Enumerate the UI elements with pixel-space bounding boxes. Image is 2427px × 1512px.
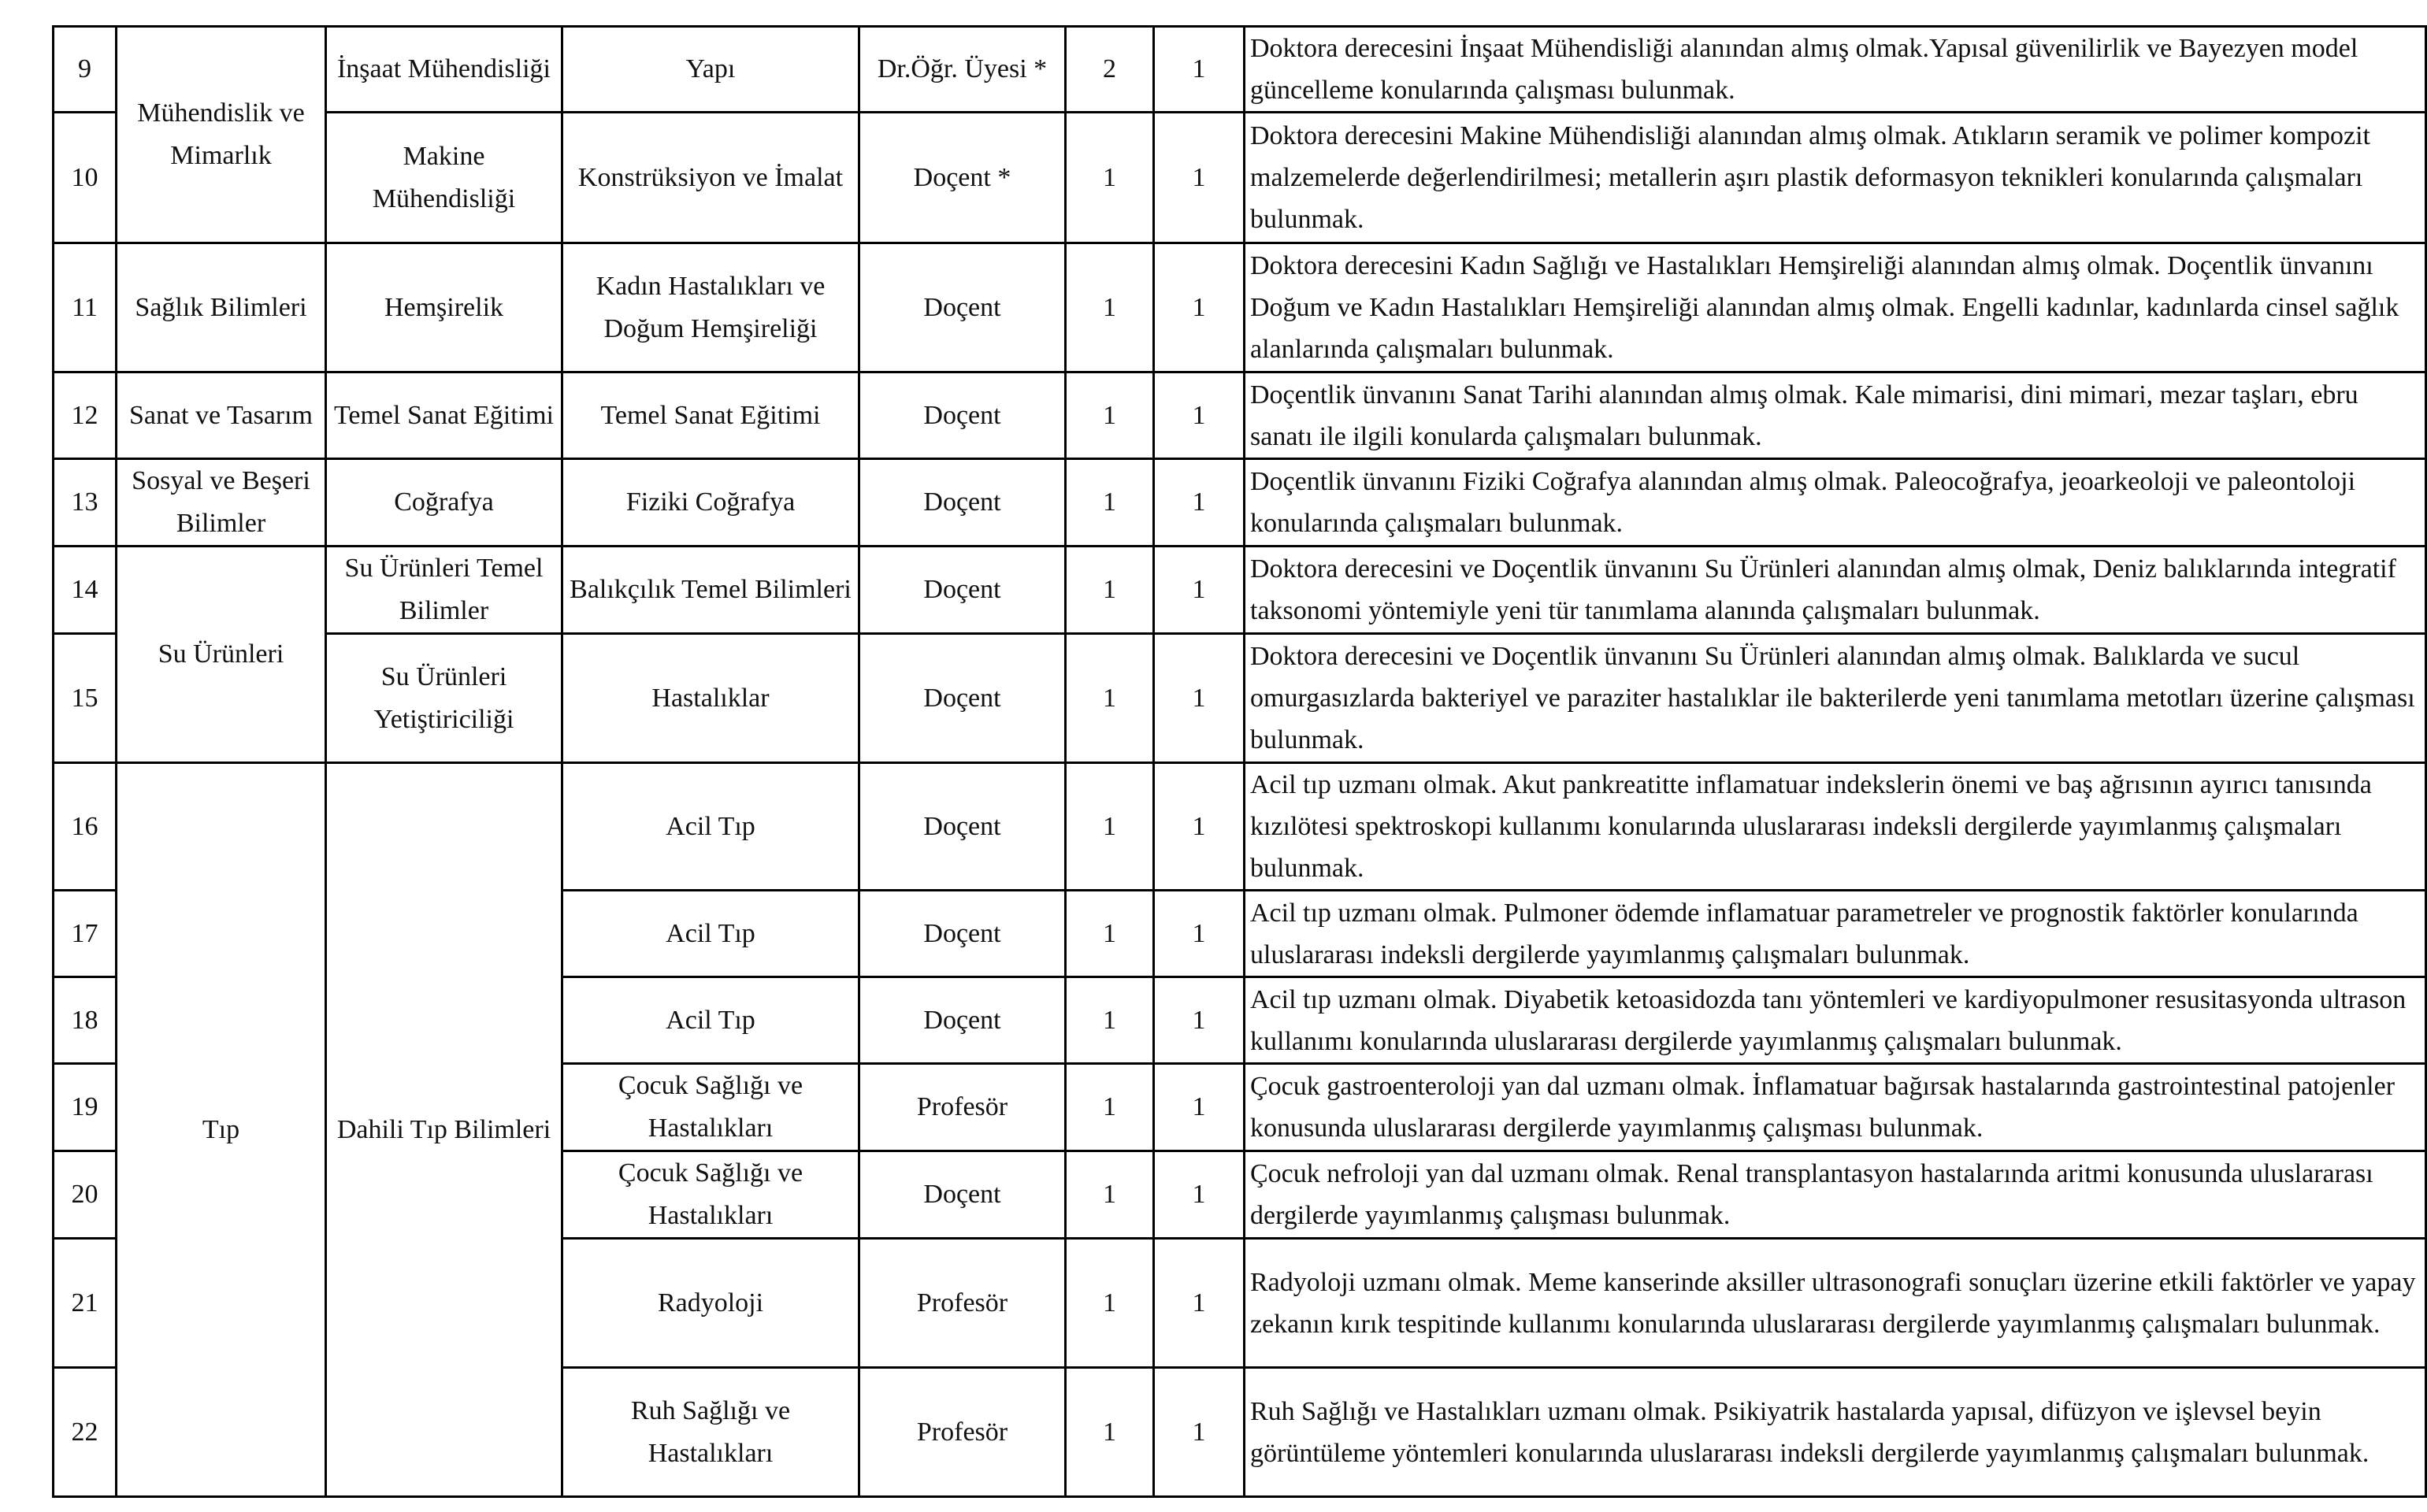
faculty-cell: Sosyal ve Beşeri Bilimler — [117, 459, 326, 547]
requirement-cell: Doktora derecesini Kadın Sağlığı ve Hastalıkları Hemşireliği alanından almış olmak. Doçentlik ünvanını Doğum ve Kadın Hastalıkları Hemşireliği alanından almış olmak. Engelli kadınlar, kadınlarda cinsel sağlık alanlarında çalışmaları bulunmak. — [1245, 243, 2426, 372]
faculty-cell: Sağlık Bilimleri — [117, 243, 326, 372]
program-cell: Hastalıklar — [562, 634, 859, 763]
program-cell: Fiziki Coğrafya — [562, 459, 859, 547]
row-number: 19 — [54, 1064, 117, 1151]
row-number: 9 — [54, 27, 117, 113]
count-cell: 1 — [1154, 1151, 1245, 1239]
program-cell: Balıkçılık Temel Bilimleri — [562, 547, 859, 634]
department-cell: Temel Sanat Eğitimi — [326, 372, 562, 459]
title-cell: Doçent — [859, 977, 1066, 1064]
row-number: 10 — [54, 113, 117, 243]
row-number: 21 — [54, 1239, 117, 1368]
requirement-cell: Acil tıp uzmanı olmak. Diyabetik ketoasidozda tanı yöntemleri ve kardiyopulmoner resusitasyonda ultrason kullanımı konularında uluslararası dergilerde yayımlanmış çalışmaları bulunmak. — [1245, 977, 2426, 1064]
requirement-cell: Doktora derecesini Makine Mühendisliği alanından almış olmak. Atıkların seramik ve polimer kompozit malzemelerde değerlendirilmesi; metallerin aşırı plastik deformasyon teknikleri konularında çalışmaları bulunmak. — [1245, 113, 2426, 243]
requirement-cell: Çocuk gastroenteroloji yan dal uzmanı olmak. İnflamatuar bağırsak hastalarında gastrointestinal patojenler konusunda uluslararası dergilerde yayımlanmış çalışması bulunmak. — [1245, 1064, 2426, 1151]
table-row — [54, 634, 2426, 763]
degree-count-cell: 1 — [1066, 763, 1154, 891]
row-number: 16 — [54, 763, 117, 891]
row-number: 12 — [54, 372, 117, 459]
program-cell: Ruh Sağlığı ve Hastalıkları — [562, 1368, 859, 1497]
requirement-cell: Doktora derecesini ve Doçentlik ünvanını Su Ürünleri alanından almış olmak. Balıklarda ve sucul omurgasızlarda bakteriyel ve paraziter hastalıklar ile bakterilerde yeni tanımlama metotları üzerine çalışması bulunmak. — [1245, 634, 2426, 763]
program-cell: Acil Tıp — [562, 891, 859, 977]
count-cell: 1 — [1154, 547, 1245, 634]
degree-count-cell: 1 — [1066, 459, 1154, 547]
degree-count-cell: 1 — [1066, 1151, 1154, 1239]
count-cell: 1 — [1154, 372, 1245, 459]
requirement-cell: Radyoloji uzmanı olmak. Meme kanserinde aksiller ultrasonografi sonuçları üzerine etkili faktörler ve yapay zekanın kırık tespitinde kullanımı konularında uluslararası dergilerde yayımlanmış çalışmaları bulunmak. — [1245, 1239, 2426, 1368]
requirement-cell: Doktora derecesini ve Doçentlik ünvanını Su Ürünleri alanından almış olmak, Deniz balıklarında integratif taksonomi yöntemiyle yeni tür tanımlama alanında çalışmaları bulunmak. — [1245, 547, 2426, 634]
department-cell: Su Ürünleri Yetiştiriciliği — [326, 634, 562, 763]
degree-count-cell: 1 — [1066, 634, 1154, 763]
faculty-cell: Sanat ve Tasarım — [117, 372, 326, 459]
program-cell: Yapı — [562, 27, 859, 113]
table-row — [54, 547, 2426, 634]
degree-count-cell: 1 — [1066, 113, 1154, 243]
count-cell: 1 — [1154, 977, 1245, 1064]
row-number: 15 — [54, 634, 117, 763]
program-cell: Kadın Hastalıkları ve Doğum Hemşireliği — [562, 243, 859, 372]
degree-count-cell: 1 — [1066, 977, 1154, 1064]
row-number: 18 — [54, 977, 117, 1064]
department-cell: Su Ürünleri Temel Bilimler — [326, 547, 562, 634]
title-cell: Doçent — [859, 243, 1066, 372]
row-number: 22 — [54, 1368, 117, 1497]
row-number: 20 — [54, 1151, 117, 1239]
degree-count-cell: 1 — [1066, 891, 1154, 977]
table-row — [54, 763, 2426, 891]
program-cell: Konstrüksiyon ve İmalat — [562, 113, 859, 243]
table-row — [54, 459, 2426, 547]
department-cell: İnşaat Mühendisliği — [326, 27, 562, 113]
row-number: 17 — [54, 891, 117, 977]
table-row — [54, 27, 2426, 113]
program-cell: Çocuk Sağlığı ve Hastalıkları — [562, 1064, 859, 1151]
degree-count-cell: 1 — [1066, 547, 1154, 634]
table-row — [54, 372, 2426, 459]
title-cell: Doçent — [859, 547, 1066, 634]
count-cell: 1 — [1154, 459, 1245, 547]
count-cell: 1 — [1154, 113, 1245, 243]
count-cell: 1 — [1154, 1239, 1245, 1368]
title-cell: Doçent — [859, 763, 1066, 891]
title-cell: Doçent — [859, 372, 1066, 459]
title-cell: Doçent — [859, 1151, 1066, 1239]
count-cell: 1 — [1154, 1064, 1245, 1151]
title-cell: Dr.Öğr. Üyesi * — [859, 27, 1066, 113]
program-cell: Radyoloji — [562, 1239, 859, 1368]
faculty-cell: Mühendislik ve Mimarlık — [117, 27, 326, 243]
faculty-cell: Su Ürünleri — [117, 547, 326, 763]
table-row — [54, 243, 2426, 372]
requirement-cell: Ruh Sağlığı ve Hastalıkları uzmanı olmak. Psikiyatrik hastalarda yapısal, difüzyon ve işlevsel beyin görüntüleme yöntemleri konularında uluslararası indeksli dergilerde yayımlanmış çalışmaları bulunmak. — [1245, 1368, 2426, 1497]
title-cell: Doçent — [859, 634, 1066, 763]
title-cell: Profesör — [859, 1239, 1066, 1368]
program-cell: Temel Sanat Eğitimi — [562, 372, 859, 459]
count-cell: 1 — [1154, 763, 1245, 891]
degree-count-cell: 2 — [1066, 27, 1154, 113]
count-cell: 1 — [1154, 27, 1245, 113]
department-cell: Makine Mühendisliği — [326, 113, 562, 243]
requirement-cell: Çocuk nefroloji yan dal uzmanı olmak. Renal transplantasyon hastalarında aritmi konusunda uluslararası dergilerde yayımlanmış çalışması bulunmak. — [1245, 1151, 2426, 1239]
requirement-cell: Acil tıp uzmanı olmak. Pulmoner ödemde inflamatuar parametreler ve prognostik faktörler konularında uluslararası indeksli dergilerde yayımlanmış çalışmaları bulunmak. — [1245, 891, 2426, 977]
degree-count-cell: 1 — [1066, 372, 1154, 459]
program-cell: Acil Tıp — [562, 977, 859, 1064]
title-cell: Doçent * — [859, 113, 1066, 243]
department-cell: Coğrafya — [326, 459, 562, 547]
title-cell: Profesör — [859, 1064, 1066, 1151]
title-cell: Profesör — [859, 1368, 1066, 1497]
requirement-cell: Doçentlik ünvanını Sanat Tarihi alanından almış olmak. Kale mimarisi, dini mimari, mezar taşları, ebru sanatı ile ilgili konularda çalışmaları bulunmak. — [1245, 372, 2426, 459]
degree-count-cell: 1 — [1066, 1368, 1154, 1497]
title-cell: Doçent — [859, 459, 1066, 547]
program-cell: Acil Tıp — [562, 763, 859, 891]
department-cell: Hemşirelik — [326, 243, 562, 372]
count-cell: 1 — [1154, 634, 1245, 763]
program-cell: Çocuk Sağlığı ve Hastalıkları — [562, 1151, 859, 1239]
faculty-cell: Tıp — [117, 763, 326, 1497]
requirement-cell: Doçentlik ünvanını Fiziki Coğrafya alanından almış olmak. Paleocoğrafya, jeoarkeoloji ve paleontoloji konularında çalışmaları bulunmak. — [1245, 459, 2426, 547]
degree-count-cell: 1 — [1066, 243, 1154, 372]
department-cell: Dahili Tıp Bilimleri — [326, 763, 562, 1497]
row-number: 14 — [54, 547, 117, 634]
count-cell: 1 — [1154, 891, 1245, 977]
degree-count-cell: 1 — [1066, 1239, 1154, 1368]
requirement-cell: Acil tıp uzmanı olmak. Akut pankreatitte inflamatuar indekslerin önemi ve baş ağrısının ayırıcı tanısında kızılötesi spektroskopi kullanımı konularında uluslararası indeksli dergilerde yayımlanmış çalışmaları bulunmak. — [1245, 763, 2426, 891]
title-cell: Doçent — [859, 891, 1066, 977]
position-table — [52, 25, 2427, 1498]
row-number: 11 — [54, 243, 117, 372]
count-cell: 1 — [1154, 1368, 1245, 1497]
row-number: 13 — [54, 459, 117, 547]
requirement-cell: Doktora derecesini İnşaat Mühendisliği alanından almış olmak.Yapısal güvenilirlik ve Bayezyen model güncelleme konularında çalışması bulunmak. — [1245, 27, 2426, 113]
count-cell: 1 — [1154, 243, 1245, 372]
degree-count-cell: 1 — [1066, 1064, 1154, 1151]
table-row — [54, 113, 2426, 243]
